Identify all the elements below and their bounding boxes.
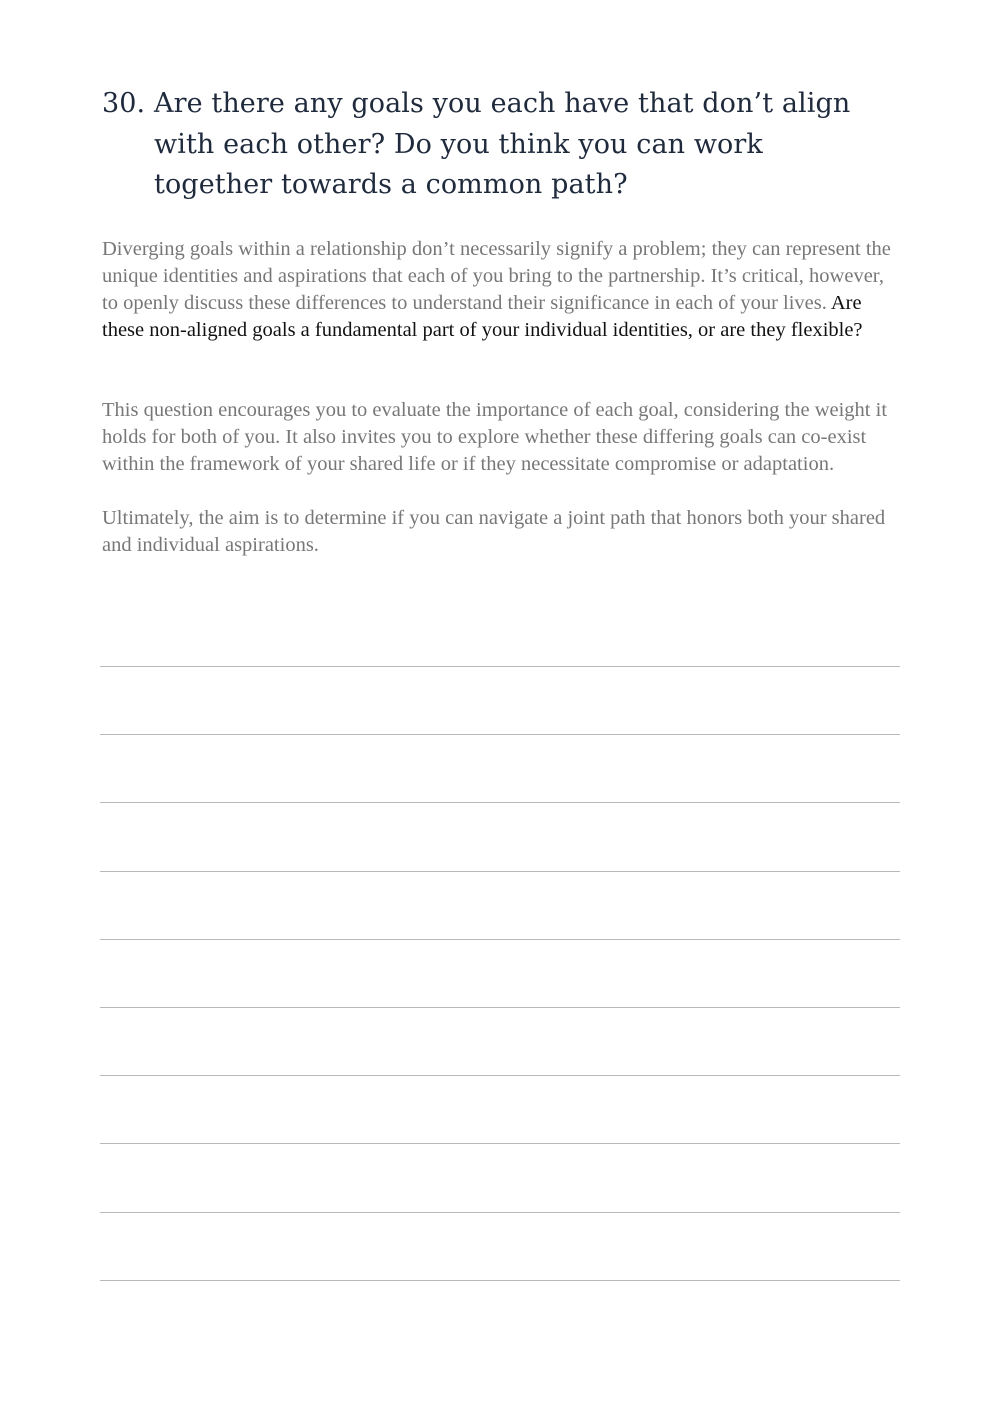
writing-area[interactable] [100,666,900,1348]
writing-line [100,734,900,735]
conclusion-paragraph: Ultimately, the aim is to determine if you can navigate a joint path that honors both your shared and individual aspirations. [102,507,886,556]
writing-line [100,1075,900,1076]
intro-paragraph [102,236,902,344]
question-text: Are there any goals you each have that don’t align with each other? Do you think you can work together towards a common path? [154,88,851,200]
writing-line [100,1007,900,1008]
writing-line [100,939,900,940]
writing-line [100,871,900,872]
writing-line [100,802,900,803]
question-number: 30. [102,88,146,119]
writing-line [100,666,900,667]
writing-line [100,1280,900,1281]
intro-paragraph-text: Diverging goals within a relationship don’t necessarily signify a problem; they can represent the unique identities and aspirations that each of you bring to the partnership. It’s critical, however, to openly discuss these differences to understand their significance in each of your lives. [102,238,891,314]
emphasized-question: Are these non-aligned goals a fundamental part of your individual identities, or are they flexible? [102,292,863,341]
writing-line [100,1212,900,1213]
question-heading [102,84,882,206]
evaluation-paragraph: This question encourages you to evaluate the importance of each goal, considering the weight it holds for both of you. It also invites you to explore whether these differing goals can co-exist within the framework of your shared life or if they necessitate compromise or adaptation. [102,399,888,475]
writing-line [100,1143,900,1144]
